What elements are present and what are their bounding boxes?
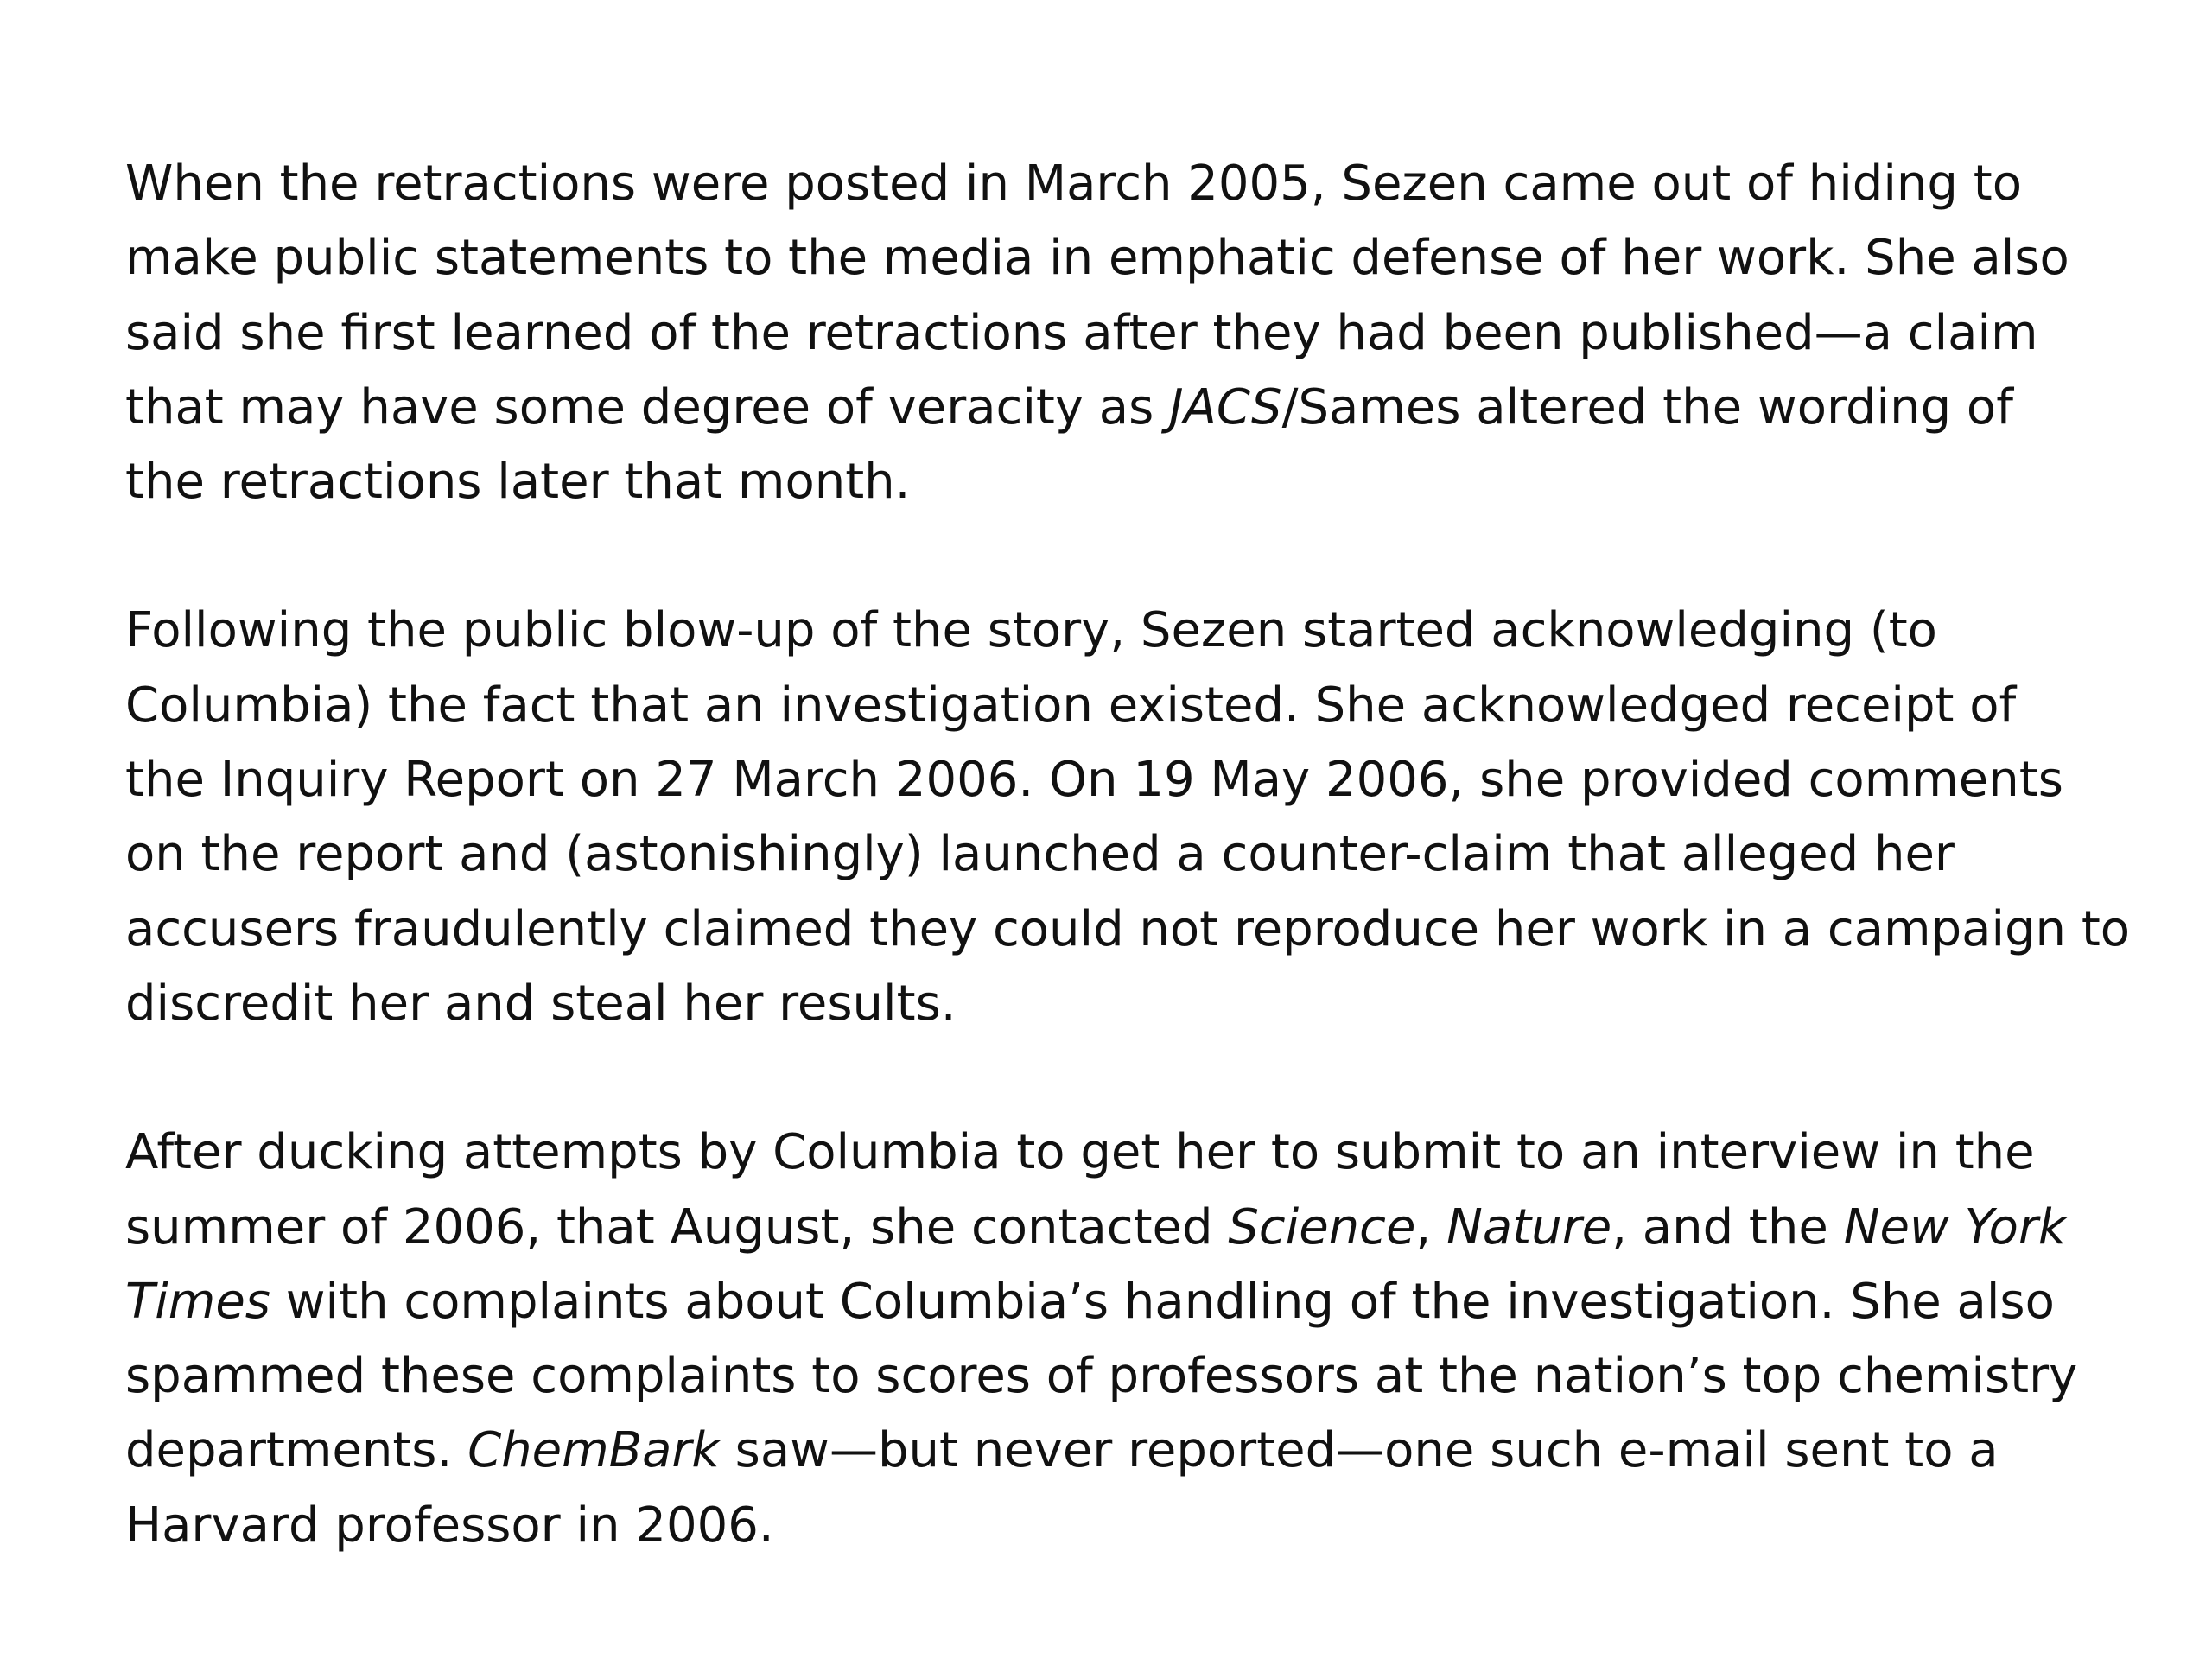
text-run: saw—but never reported—one such e-mail sent to a xyxy=(719,1422,1999,1479)
text-run: on the report and (astonishingly) launched a counter-claim that alleged her xyxy=(125,826,1955,883)
text-line xyxy=(125,147,2182,221)
text-run: spammed these complaints to scores of professors at the nation’s top chemistry xyxy=(125,1348,2078,1405)
text-line xyxy=(125,1339,2182,1414)
paragraph xyxy=(125,147,2182,519)
text-run: departments. xyxy=(125,1422,468,1479)
paragraph xyxy=(125,594,2182,1041)
document-body xyxy=(125,147,2182,1637)
text-run: , and the xyxy=(1611,1198,1844,1255)
text-line xyxy=(125,371,2182,445)
text-run: the retractions later that month. xyxy=(125,454,911,511)
text-run: /Sames altered the wording of xyxy=(1281,378,2013,435)
text-run: discredit her and steal her results. xyxy=(125,975,957,1032)
text-run: Columbia) the fact that an investigation existed. She acknowledged receipt of xyxy=(125,677,2017,734)
text-line xyxy=(125,1265,2182,1339)
italic-text-run: Nature xyxy=(1446,1198,1612,1255)
text-line xyxy=(125,669,2182,743)
text-run: Following the public blow-up of the story, Sezen started acknowledging (to xyxy=(125,602,1937,659)
text-run: the Inquiry Report on 27 March 2006. On 19 May 2006, she provided comments xyxy=(125,752,2063,809)
text-line xyxy=(125,1414,2182,1488)
text-run: accusers fraudulently claimed they could not reproduce her work in a campaign to xyxy=(125,900,2131,957)
italic-text-run: Science xyxy=(1228,1198,1416,1255)
text-run: , xyxy=(1415,1198,1447,1255)
text-run: said she first learned of the retractions after they had been published—a claim xyxy=(125,304,2038,361)
text-run: summer of 2006, that August, she contacted xyxy=(125,1198,1229,1255)
text-line xyxy=(125,743,2182,817)
text-line xyxy=(125,594,2182,668)
text-line xyxy=(125,1116,2182,1190)
paragraph xyxy=(125,1116,2182,1563)
text-line xyxy=(125,967,2182,1041)
text-line xyxy=(125,296,2182,371)
text-run: make public statements to the media in emphatic defense of her work. She also xyxy=(125,230,2069,287)
text-run: After ducking attempts by Columbia to get her to submit to an interview in the xyxy=(125,1124,2035,1181)
text-run: When the retractions were posted in March 2005, Sezen came out of hiding to xyxy=(125,156,2022,212)
text-run: Harvard professor in 2006. xyxy=(125,1497,774,1554)
text-line xyxy=(125,445,2182,519)
italic-text-run: New York xyxy=(1843,1198,2067,1255)
italic-text-run: JACS xyxy=(1169,378,1282,435)
text-line xyxy=(125,1191,2182,1265)
text-run: with complaints about Columbia’s handling of the investigation. She also xyxy=(270,1273,2055,1330)
text-run: that may have some degree of veracity as xyxy=(125,378,1170,435)
text-line xyxy=(125,817,2182,892)
text-line xyxy=(125,893,2182,967)
text-line xyxy=(125,221,2182,296)
text-line xyxy=(125,1489,2182,1563)
italic-text-run: ChemBark xyxy=(467,1422,720,1479)
italic-text-run: Times xyxy=(125,1273,270,1330)
